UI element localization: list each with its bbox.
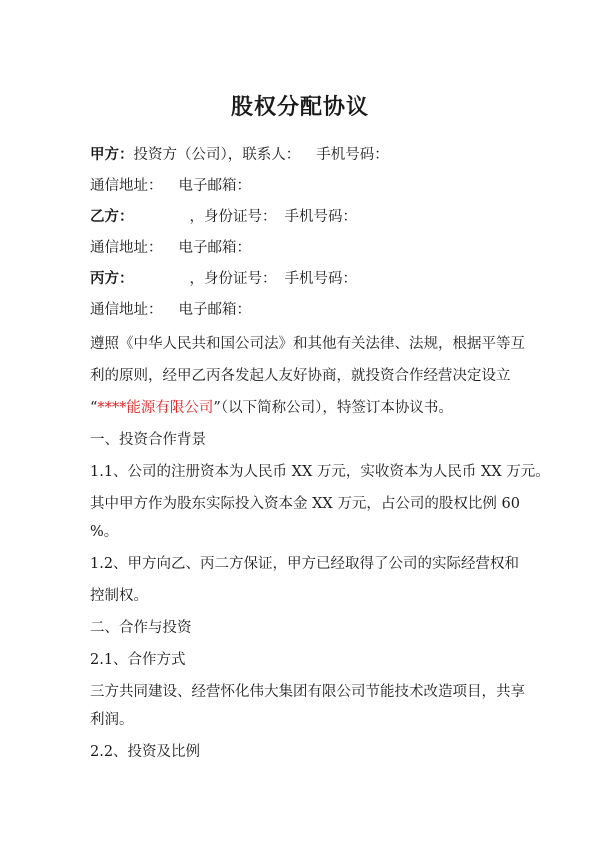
party-b-label: 乙方： xyxy=(90,209,134,225)
party-c-email: 电子邮箱： xyxy=(178,302,251,318)
section-2-1-line-1: 三方共同建设、经营怀化伟大集团有限公司节能技术改造项目，共享 xyxy=(90,684,525,700)
party-c-line xyxy=(90,269,357,289)
section-2-heading: 二、合作与投资 xyxy=(90,620,192,636)
party-a-address: 通信地址： xyxy=(90,178,163,194)
party-a-text: 投资方（公司），联系人： xyxy=(133,147,301,163)
section-2-2-heading: 2.2、投资及比例 xyxy=(90,744,201,760)
party-c-contact-line xyxy=(90,300,251,320)
intro-line-1: 遵照《中华人民共和国公司法》和其他有关法律、法规，根据平等互 xyxy=(90,336,525,352)
party-b-email: 电子邮箱： xyxy=(178,240,251,256)
party-a-contact-line xyxy=(90,176,251,196)
section-1-1-line-1: 1.1、公司的注册资本为人民币 XX 万元，实收资本为人民币 XX 万元。 xyxy=(90,464,550,480)
party-c-label: 丙方： xyxy=(90,271,134,287)
intro-open-quote: “ xyxy=(90,400,98,416)
section-2-1-line-2: 利润。 xyxy=(90,712,134,728)
party-c-phone: 手机号码： xyxy=(284,271,357,287)
party-a-line xyxy=(90,145,389,165)
party-c-id: ，身份证号： xyxy=(189,271,277,287)
section-1-heading: 一、投资合作背景 xyxy=(90,432,206,448)
party-c-address: 通信地址： xyxy=(90,302,163,318)
party-a-phone: 手机号码： xyxy=(316,147,389,163)
party-b-id: ，身份证号： xyxy=(189,209,277,225)
party-b-line xyxy=(90,207,357,227)
document-title: 股权分配协议 xyxy=(230,95,369,120)
section-1-1-line-3: %。 xyxy=(90,524,119,540)
party-b-phone: 手机号码： xyxy=(284,209,357,225)
intro-line-3-suffix: ”（以下简称公司），特签订本协议书。 xyxy=(213,400,453,416)
party-b-address: 通信地址： xyxy=(90,240,163,256)
section-1-1-line-2: 其中甲方作为股东实际投入资本金 XX 万元，占公司的股权比例 60 xyxy=(90,496,520,512)
section-1-2-line-2: 控制权。 xyxy=(90,588,148,604)
intro-line-2: 利的原则，经甲乙丙各发起人友好协商，就投资合作经营决定设立 xyxy=(90,368,511,384)
section-2-1-heading: 2.1、合作方式 xyxy=(90,652,186,668)
party-b-contact-line xyxy=(90,238,251,258)
section-1-2-line-1: 1.2、甲方向乙、丙二方保证，甲方已经取得了公司的实际经营权和 xyxy=(90,556,520,572)
party-a-label: 甲方： xyxy=(90,147,134,163)
company-name: ****能源有限公司 xyxy=(97,400,214,416)
party-a-email: 电子邮箱： xyxy=(178,178,251,194)
intro-line-3 xyxy=(90,398,453,418)
